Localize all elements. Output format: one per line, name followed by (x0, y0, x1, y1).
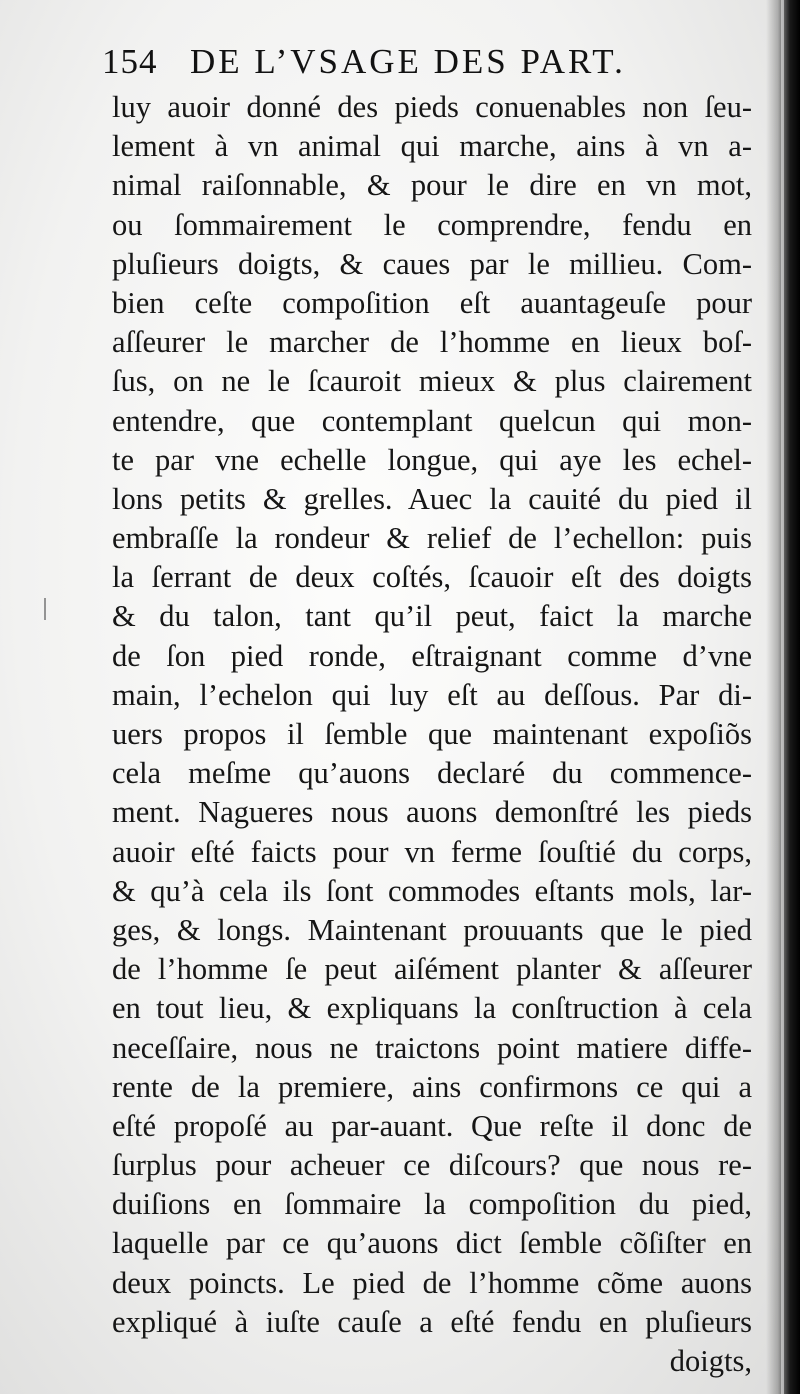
text-line: laquelle par ce qu’auons dict ſemble cõſiſter en (112, 1226, 752, 1261)
text-line: eſté propoſé au par-auant. Que reſte il donc de (112, 1108, 752, 1143)
text-line: & du talon, tant qu’il peut, faict la marche (112, 599, 752, 634)
text-line: cela meſme qu’auons declaré du commence- (112, 756, 752, 791)
text-line: duiſions en ſommaire la compoſition du pied, (112, 1187, 752, 1222)
text-line: & qu’à cela ils ſont commodes eſtants mols, lar- (112, 873, 752, 908)
text-line: neceſſaire, nous ne traictons point matiere diffe- (112, 1030, 752, 1065)
text-line: main, l’echelon qui luy eſt au deſſous. Par di- (112, 677, 752, 712)
page-number: 154 (102, 42, 158, 81)
page-header (102, 42, 702, 88)
text-line: uers propos il ſemble que maintenant expoſiõs (112, 717, 752, 751)
text-line: auoir eſté faicts pour vn ferme ſouſtié du corps, (112, 834, 752, 869)
margin-mark (44, 598, 46, 620)
text-line: de l’homme ſe peut aiſément planter & aſſeurer (112, 952, 752, 987)
text-line: ges, & longs. Maintenant prouuants que le pied (112, 912, 752, 947)
text-line: ſurplus pour acheuer ce diſcours? que nous re- (112, 1148, 752, 1183)
text-line: rente de la premiere, ains confirmons ce qui a (112, 1069, 752, 1104)
text-line: te par vne echelle longue, qui aye les echel- (112, 442, 752, 477)
text-line: nimal raiſonnable, & pour le dire en vn mot, (112, 168, 752, 203)
running-title: DE L’VSAGE DES PART. (190, 42, 626, 81)
text-line: pluſieurs doigts, & caues par le millieu. Com- (112, 246, 752, 281)
text-line: de ſon pied ronde, eſtraignant comme d’vne (112, 638, 752, 673)
text-line: la ſerrant de deux coſtés, ſcauoir eſt des doigts (112, 560, 752, 595)
text-line: bien ceſte compoſition eſt auantageuſe pour (112, 285, 752, 320)
text-line: lons petits & grelles. Auec la cauité du pied il (112, 481, 752, 516)
text-line: aſſeurer le marcher de l’homme en lieux boſ- (112, 325, 752, 360)
text-line: embraſſe la rondeur & relief de l’echellon: puis (112, 521, 752, 556)
text-line: luy auoir donné des pieds conuenables non ſeu- (112, 90, 752, 124)
page-edge (781, 0, 784, 1394)
text-line: en tout lieu, & expliquans la conſtruction à cela (112, 991, 752, 1026)
text-line: ou ſommairement le comprendre, fendu en (112, 207, 752, 242)
text-line: entendre, que contemplant quelcun qui mon- (112, 403, 752, 438)
catchword: doigts, (669, 1344, 752, 1378)
text-line: ſus, on ne le ſcauroit mieux & plus clairement (112, 364, 752, 399)
body-text (112, 88, 762, 1381)
text-line: ment. Nagueres nous auons demonſtré les pieds (112, 795, 752, 830)
text-line: lement à vn animal qui marche, ains à vn a- (112, 129, 752, 164)
text-line: deux poincts. Le pied de l’homme cõme auons (112, 1265, 752, 1300)
text-line: expliqué à iuſte cauſe a eſté fendu en pluſieurs (112, 1304, 752, 1339)
